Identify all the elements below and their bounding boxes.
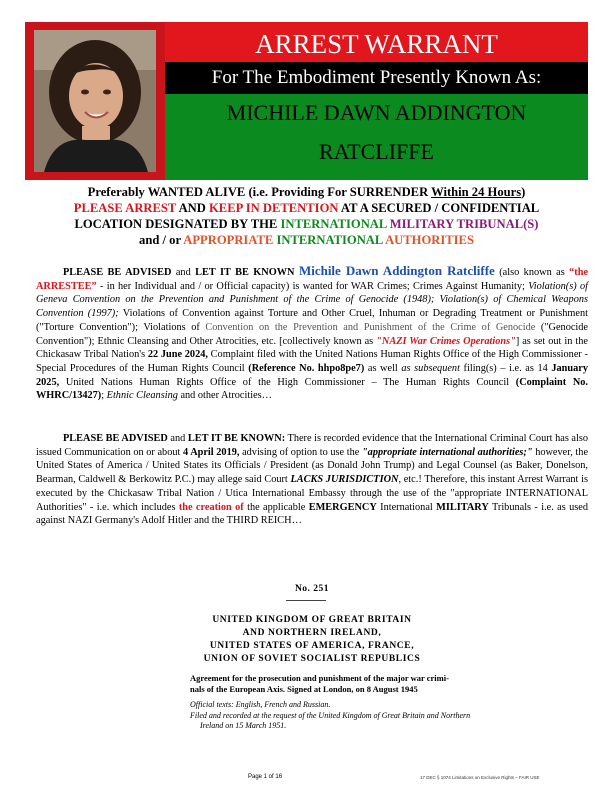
- headline: [25, 184, 588, 248]
- subject-name-line2: RATCLIFFE: [319, 139, 434, 164]
- paragraph-charges: PLEASE BE ADVISED and LET IT BE KNOWN Michile Dawn Addington Ratcliffe (also known as “the ARRESTEE” - in her Individual and / or Official capacity) is wanted for WAR Crimes; Crimes Against Humanity; Violation(s) of Geneva Convention on the Prevention and Punishment of the Crime of Genocide (1948); Violation(s) of Chemical Weapons Convention (1997); Violations of Convention against Torture and Other Cruel, Inhuman or Degrading Treatment or Punishment ("Torture Convention"); Violations of Convention on the Prevention and Punishment of the Crime of Genocide ("Genocide Convention"); Ethnic Cleansing and Other Atrocities, etc. [collectively known as "NAZI War Crimes Operations"] as set out in the Chickasaw Tribal Nation's 22 June 2024, Complaint filed with the United Nations Human Rights Office of the High Commissioner - Special Procedures of the Human Rights Council (Reference No. hhpo8pe7) as well as subsequent filing(s) – i.e. as 14 January 2025, United Nations Human Rights Office of the High Commissioner – The Human Rights Council (Complaint No. WHRC/13427); Ethnic Cleansing and other Atrocities…: [36, 263, 589, 402]
- page-number: Page 1 of 16: [248, 774, 283, 780]
- treaty-agreement: Agreement for the prosecution and punishment of the major war crimi- nals of the European Axis. Signed at London, on 8 August 1945: [190, 673, 449, 694]
- photo-frame: [25, 22, 165, 180]
- subject-name-line1: MICHILE DAWN ADDINGTON: [226, 100, 527, 125]
- portrait-image: [34, 30, 156, 172]
- treaty-parties: UNITED KINGDOM OF GREAT BRITAIN AND NORTHERN IRELAND, UNITED STATES OF AMERICA, FRANCE, UNION OF SOVIET SOCIALIST REPUBLICS: [203, 615, 421, 664]
- warrant-subtitle: For The Embodiment Presently Known As:: [165, 62, 588, 94]
- treaty-number: No. 251: [294, 584, 330, 594]
- arrestee-name: Michile Dawn Addington Ratcliffe: [298, 263, 495, 278]
- headline-line3: LOCATION DESIGNATED BY THE INTERNATIONAL MILITARY TRIBUNAL(S): [74, 217, 539, 231]
- treaty-divider: [286, 600, 326, 601]
- treaty-official-texts: Official texts: English, French and Russian. Filed and recorded at the request of the United Kingdom of Great Britain and Northern Ireland on 15 March 1951.: [190, 700, 471, 730]
- headline-line1: Preferably WANTED ALIVE (i.e. Providing For SURRENDER Within 24 Hours): [87, 185, 526, 199]
- headline-line2: PLEASE ARREST AND KEEP IN DETENTION AT A SECURED / CONFIDENTIAL: [73, 201, 540, 215]
- paragraph-jurisdiction: PLEASE BE ADVISED and LET IT BE KNOWN: There is recorded evidence that the International Criminal Court has also issued Communication on or about 4 April 2019, advising of option to use the "appropriate international authorities;" however, the United States of America / United States its Officials / President (as Donald John Trump) and Legal Counsel (as Baker, Donelson, Bearman, Caldwell & Berkowitz P.C.) may allege said Court LACKS JURISDICTION, etc.! Therefore, this instant Arrest Warrant is executed by the Chickasaw Tribal Nation / Utica International Embassy through the use of the "appropriate INTERNATIONAL Authorities" - i.e. which includes the creation of the applicable EMERGENCY International MILITARY Tribunals - i.e. as used against NAZI Germany's Adolf Hitler and the THIRD REICH…: [36, 433, 589, 527]
- warrant-banner: [25, 22, 588, 180]
- warrant-title: ARREST WARRANT: [165, 22, 588, 62]
- headline-line4: and / or APPROPRIATE INTERNATIONAL AUTHORITIES: [139, 233, 474, 247]
- subject-photo: [34, 30, 156, 172]
- subject-name-block: [165, 94, 588, 180]
- footer-note: 17 DEC § 1074 Limitations on Exclusive Rights – FAIR USE: [420, 775, 540, 780]
